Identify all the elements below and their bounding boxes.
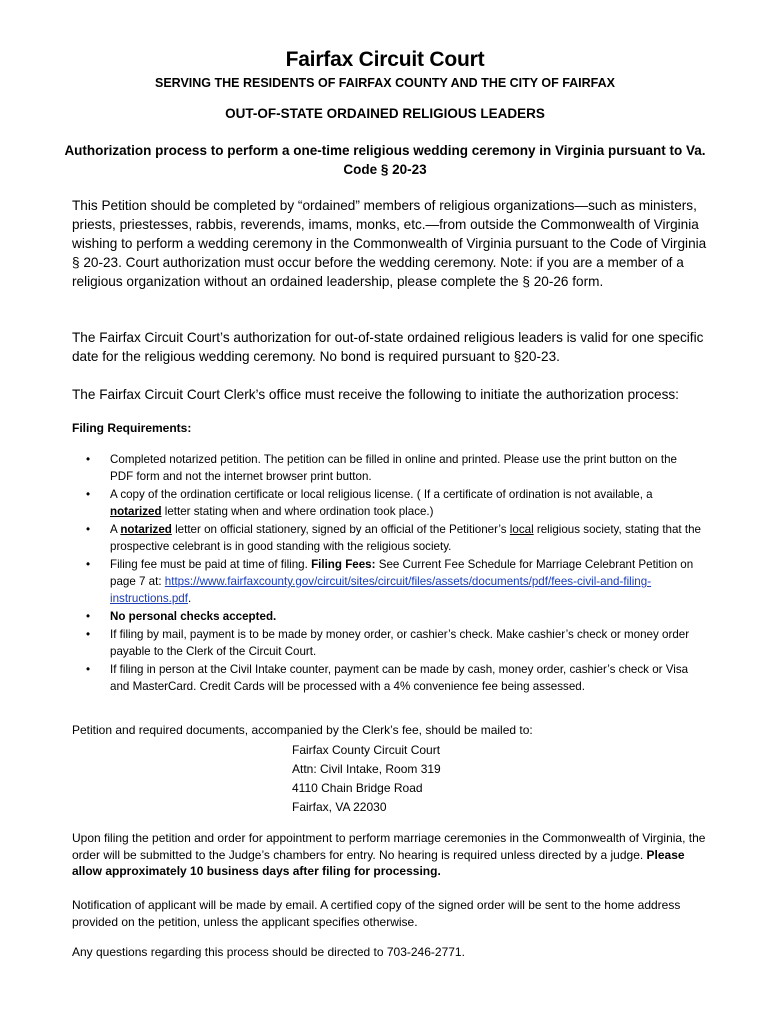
filing-paragraph (72, 830, 708, 880)
page-title: Fairfax Circuit Court (285, 48, 485, 71)
requirement-text: See Current Fee Schedule for Marriage Celebrant Petition on page 7 at: (110, 558, 694, 588)
requirement-text: If filing in person at the Civil Intake counter, payment can be made by cash, money order, cashier’s check or Visa and MasterCard. Credit Cards will be processed with a 4% convenience fee being assessed. (110, 663, 689, 693)
requirement-text: Completed notarized petition. The petition can be filled in online and printed. Please use the print button on the PDF form and not the internet browser print button. (110, 453, 677, 483)
intro-paragraph-3: The Fairfax Circuit Court Clerk’s office must receive the following to initiate the authorization process: (72, 387, 679, 402)
requirement-text: letter stating when and where ordination took place.) (161, 505, 434, 518)
notarized-emphasis: notarized (120, 523, 172, 536)
bullet-icon: • (86, 523, 91, 536)
list-item (72, 521, 702, 555)
requirement-text: A copy of the ordination certificate or local religious license. ( If a certificate of ordination is not available, a (110, 488, 653, 501)
mailing-instructions: Petition and required documents, accompanied by the Clerk’s fee, should be mailed to: (72, 723, 533, 737)
requirement-text: No personal checks accepted. (110, 610, 277, 623)
list-item (72, 608, 702, 625)
bullet-icon: • (86, 453, 91, 466)
bullet-icon: • (86, 558, 91, 571)
notification-paragraph: Notification of applicant will be made by email. A certified copy of the signed order will be sent to the home address provided on the petition, unless the applicant specifies otherwise. (72, 898, 681, 929)
list-item (72, 661, 702, 695)
requirement-text: If filing by mail, payment is to be made by money order, or cashier’s check. Make cashier’s check or money order payable to the Clerk of the Circuit Court. (110, 628, 690, 658)
list-item (72, 556, 702, 607)
mailing-address (292, 741, 441, 817)
requirement-text: religious society, stating that the prospective celebrant is in good standing with the religious society. (110, 523, 701, 553)
fee-schedule-link[interactable]: https://www.fairfaxcounty.gov/circuit/sites/circuit/files/assets/documents/pdf/fees-civil-and-filing-instructions.pdf (110, 575, 652, 605)
address-line: Fairfax County Circuit Court (292, 743, 441, 757)
page-subtitle: SERVING THE RESIDENTS OF FAIRFAX COUNTY AND THE CITY OF FAIRFAX (154, 76, 615, 90)
list-item (72, 451, 702, 485)
notarized-emphasis: notarized (110, 505, 162, 518)
authorization-title: Authorization process to perform a one-time religious wedding ceremony in Virginia pursuant to Va. Code § 20-23 (64, 143, 706, 177)
address-line: 4110 Chain Bridge Road (292, 781, 423, 795)
requirement-text: . (187, 592, 192, 605)
intro-paragraph-1: This Petition should be completed by “ordained” members of religious organizations—such as ministers, priests, priestesses, rabbis, reverends, imams, monks, etc.—from outside the Commonwealth of Virginia wishing to perform a wedding ceremony in the Commonwealth of Virginia pursuant to the Code of Virginia § 20-23. Court authorization must occur before the wedding ceremony. Note: if you are a member of a religious organization without an ordained leadership, please complete the § 20-26 form. (72, 198, 707, 289)
local-emphasis: local (509, 523, 534, 536)
list-item (72, 626, 702, 660)
address-line: Fairfax, VA 22030 (292, 800, 387, 814)
bullet-icon: • (86, 488, 91, 501)
requirement-text: A (110, 523, 121, 536)
bullet-icon: • (86, 610, 91, 623)
intro-paragraph-2: The Fairfax Circuit Court’s authorization for out-of-state ordained religious leaders is valid for one specific date for the religious wedding ceremony. No bond is required pursuant to §20-23. (72, 330, 704, 364)
filing-fees-label: Filing Fees: (311, 558, 376, 571)
requirement-text: letter on official stationery, signed by an official of the Petitioner’s (171, 523, 510, 536)
bullet-icon: • (86, 663, 91, 676)
filing-requirements-list (72, 451, 702, 696)
section-title: OUT-OF-STATE ORDAINED RELIGIOUS LEADERS (225, 106, 545, 121)
requirement-text: Filing fee must be paid at time of filing. (110, 558, 312, 571)
filing-requirements-heading: Filing Requirements: (72, 421, 192, 435)
processing-time-note: Please allow approximately 10 business days after filing for processing. (72, 847, 685, 878)
filing-text: Upon filing the petition and order for appointment to perform marriage ceremonies in the Commonwealth of Virginia, the order will be submitted to the Judge’s chambers for entry. No hearing is required unless directed by a judge. (72, 831, 706, 862)
bullet-icon: • (86, 628, 91, 641)
questions-paragraph: Any questions regarding this process should be directed to 703-246-2771. (72, 945, 465, 959)
address-line: Attn: Civil Intake, Room 319 (292, 762, 441, 776)
list-item (72, 486, 702, 520)
